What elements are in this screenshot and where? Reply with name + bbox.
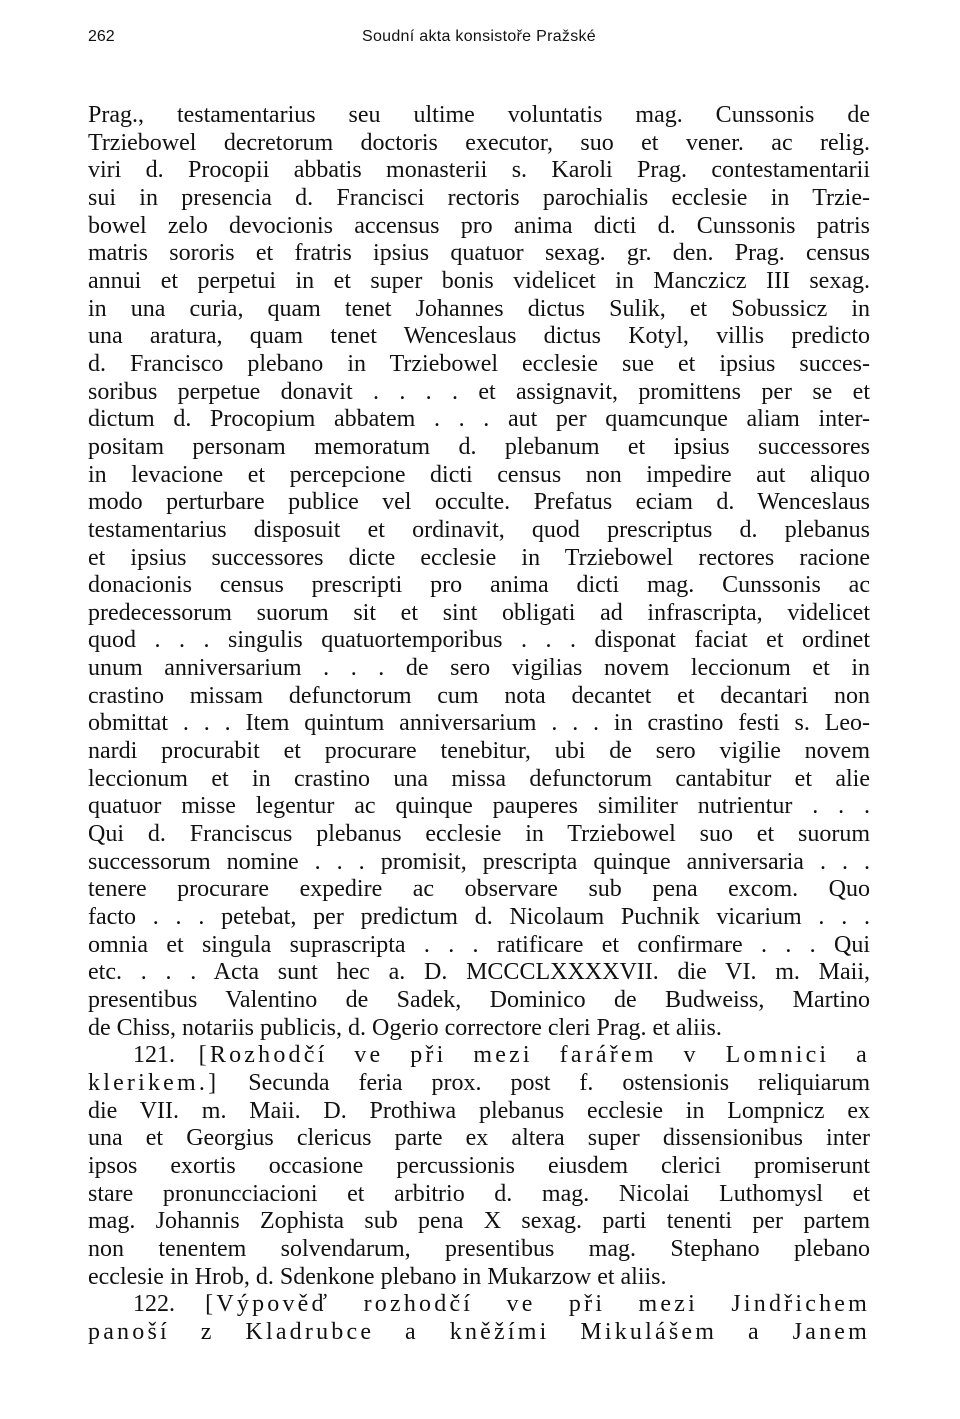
text-line: obmittat . . . Item quintum anniversarium . . . in crastino festi s. Leo- (88, 710, 870, 737)
text-line: viri d. Procopii abbatis monasterii s. Karoli Prag. contestamentarii (88, 157, 870, 184)
text-line: quatuor misse legentur ac quinque pauperes similiter nutrientur . . . (88, 793, 870, 820)
page-number: 262 (88, 28, 115, 45)
text-line: donacionis census prescripti pro anima dicti mag. Cunssonis ac (88, 572, 870, 599)
entry-number: 121. (133, 1042, 175, 1069)
text-line: crastino missam defunctorum cum nota decantet et decantari non (88, 682, 870, 709)
entry-heading: [Rozhodčí ve při mezi farářem v Lomnici a (198, 1042, 871, 1069)
text-line: de Chiss, notariis publicis, d. Ogerio correctore cleri Prag. et aliis. (88, 1014, 722, 1041)
text-line: omnia et singula suprascripta . . . ratificare et confirmare . . . Qui (88, 931, 870, 958)
running-head (88, 28, 870, 58)
text-line: Qui d. Franciscus plebanus ecclesie in Trziebowel suo et suorum (88, 821, 870, 848)
text-line: Trziebowel decretorum doctoris executor, suo et vener. ac relig. (88, 129, 870, 156)
text-line: matris sororis et fratris ipsius quatuor sexag. gr. den. Prag. census (88, 240, 870, 267)
text-line: predecessorum suorum sit et sint obligati ad infrascripta, videlicet (88, 599, 870, 626)
text-line: dictum d. Procopium abbatem . . . aut per quamcunque aliam inter- (88, 406, 870, 433)
entry-heading: panoší z Kladrubce a kněžími Mikulášem a Janem (88, 1318, 870, 1345)
text-line: die VII. m. Maii. D. Prothiwa plebanus ecclesie in Lompnicz ex (88, 1097, 870, 1124)
text-line: mag. Johannis Zophista sub pena X sexag. parti tenenti per partem (88, 1208, 870, 1235)
document-page (88, 28, 870, 1347)
text-line: facto . . . petebat, per predictum d. Nicolaum Puchnik vicarium . . . (88, 904, 870, 931)
text-line: successorum nomine . . . promisit, prescripta quinque anniversaria . . . (88, 848, 870, 875)
text-line: testamentarius disposuit et ordinavit, quod prescriptus d. plebanus (88, 516, 870, 543)
entry-text: Secunda feria prox. post f. ostensionis reliquiarum (248, 1069, 871, 1096)
text-line: d. Francisco plebano in Trziebowel ecclesie sue et ipsius succes- (88, 350, 870, 377)
running-title: Soudní akta konsistoře Pražské (361, 28, 596, 45)
entry-122 (88, 1291, 870, 1346)
text-line: ipsos exortis occasione percussionis eiusdem clerici promiserunt (88, 1152, 870, 1179)
paragraph-continuation (88, 102, 870, 1042)
text-line: soribus perpetue donavit . . . . et assignavit, promittens per se et (88, 378, 870, 405)
text-line: annui et perpetui in et super bonis videlicet in Manczicz III sexag. (88, 267, 870, 294)
text-line: modo perturbare publice vel occulte. Prefatus eciam d. Wenceslaus (88, 489, 870, 516)
text-line: una aratura, quam tenet Wenceslaus dictus Kotyl, villis predicto (88, 323, 870, 350)
entry-heading: klerikem.] (88, 1069, 220, 1096)
text-line: tenere procurare expedire ac observare sub pena excom. Quo (88, 876, 870, 903)
text-line: stare pronuncciacioni et arbitrio d. mag. Nicolai Luthomysl et (88, 1180, 870, 1207)
entry-number: 122. (133, 1291, 175, 1318)
text-line: bowel zelo devocionis accensus pro anima dicti d. Cunssonis patris (88, 212, 870, 239)
entry-heading-line (88, 1042, 870, 1070)
entry-heading-line (88, 1291, 870, 1319)
entry-heading-line (88, 1070, 870, 1098)
text-line: Prag., testamentarius seu ultime voluntatis mag. Cunssonis de (88, 102, 870, 128)
body-text (88, 102, 870, 1347)
text-line: non tenentem solvendarum, presentibus mag. Stephano plebano (88, 1235, 870, 1262)
entry-heading: [Výpověď rozhodčí ve při mezi Jindřichem (205, 1291, 870, 1318)
entry-121 (88, 1042, 870, 1291)
text-line: leccionum et in crastino una missa defunctorum cantabitur et alie (88, 765, 870, 792)
text-line: una et Georgius clericus parte ex altera super dissensionibus inter (88, 1125, 870, 1152)
text-line: ecclesie in Hrob, d. Sdenkone plebano in Mukarzow et aliis. (88, 1263, 667, 1290)
text-line: in una curia, quam tenet Johannes dictus Sulik, et Sobussicz in (88, 295, 870, 322)
text-line: nardi procurabit et procurare tenebitur, ubi de sero vigilie novem (88, 738, 870, 765)
text-line: sui in presencia d. Francisci rectoris parochialis ecclesie in Trzie- (88, 184, 870, 211)
text-line: quod . . . singulis quatuortemporibus . . . disponat faciat et ordinet (88, 627, 870, 654)
text-line: positam personam memoratum d. plebanum et ipsius successores (88, 433, 870, 460)
text-line: presentibus Valentino de Sadek, Dominico de Budweiss, Martino (88, 987, 870, 1013)
text-line: in levacione et percepcione dicti census non impedire aut aliquo (88, 461, 870, 488)
entry-heading-line (88, 1319, 870, 1347)
text-line: et ipsius successores dicte ecclesie in Trziebowel rectores racione (88, 544, 870, 571)
text-line: unum anniversarium . . . de sero vigilias novem leccionum et in (88, 655, 870, 682)
text-line: etc. . . . Acta sunt hec a. D. MCCCLXXXXVII. die VI. m. Maii, (88, 959, 870, 986)
